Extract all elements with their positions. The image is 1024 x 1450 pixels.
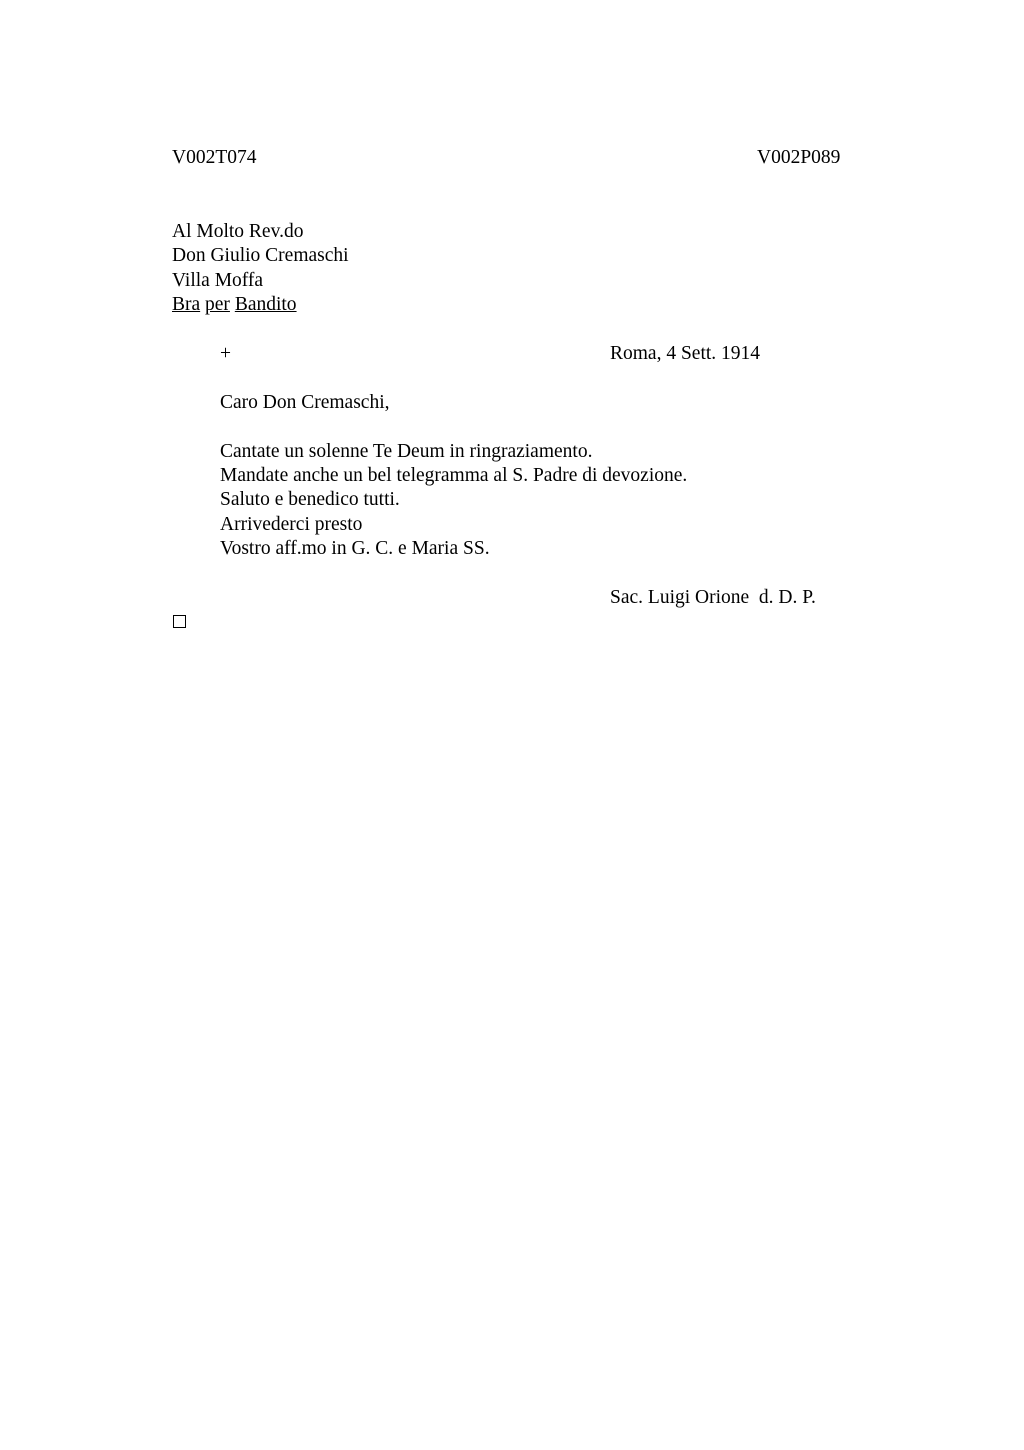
- address-line-1: Al Molto Rev.do: [172, 221, 304, 242]
- body-line: Mandate anche un bel telegramma al S. Padre di devozione.: [220, 465, 688, 486]
- place-date: Roma, 4 Sett. 1914: [610, 343, 761, 364]
- document-code-right: V002P089: [757, 147, 841, 168]
- address-town: Bra: [172, 294, 201, 315]
- address-line-4: [172, 293, 297, 317]
- body-line: Arrivederci presto: [220, 514, 363, 535]
- address-line-2: Don Giulio Cremaschi: [172, 245, 349, 266]
- salutation: Caro Don Cremaschi,: [220, 392, 390, 413]
- body-line: Saluto e benedico tutti.: [220, 489, 400, 510]
- checkbox-square-icon: [173, 615, 186, 628]
- address-locality: Bandito: [234, 294, 297, 315]
- address-via: per: [205, 294, 230, 315]
- body-line: Vostro aff.mo in G. C. e Maria SS.: [220, 538, 490, 559]
- body-line: Cantate un solenne Te Deum in ringraziamento.: [220, 441, 593, 462]
- document-code-left: V002T074: [172, 147, 257, 168]
- cross-symbol: +: [220, 343, 231, 364]
- signature: Sac. Luigi Orione d. D. P.: [610, 587, 816, 608]
- address-line-3: Villa Moffa: [172, 270, 264, 291]
